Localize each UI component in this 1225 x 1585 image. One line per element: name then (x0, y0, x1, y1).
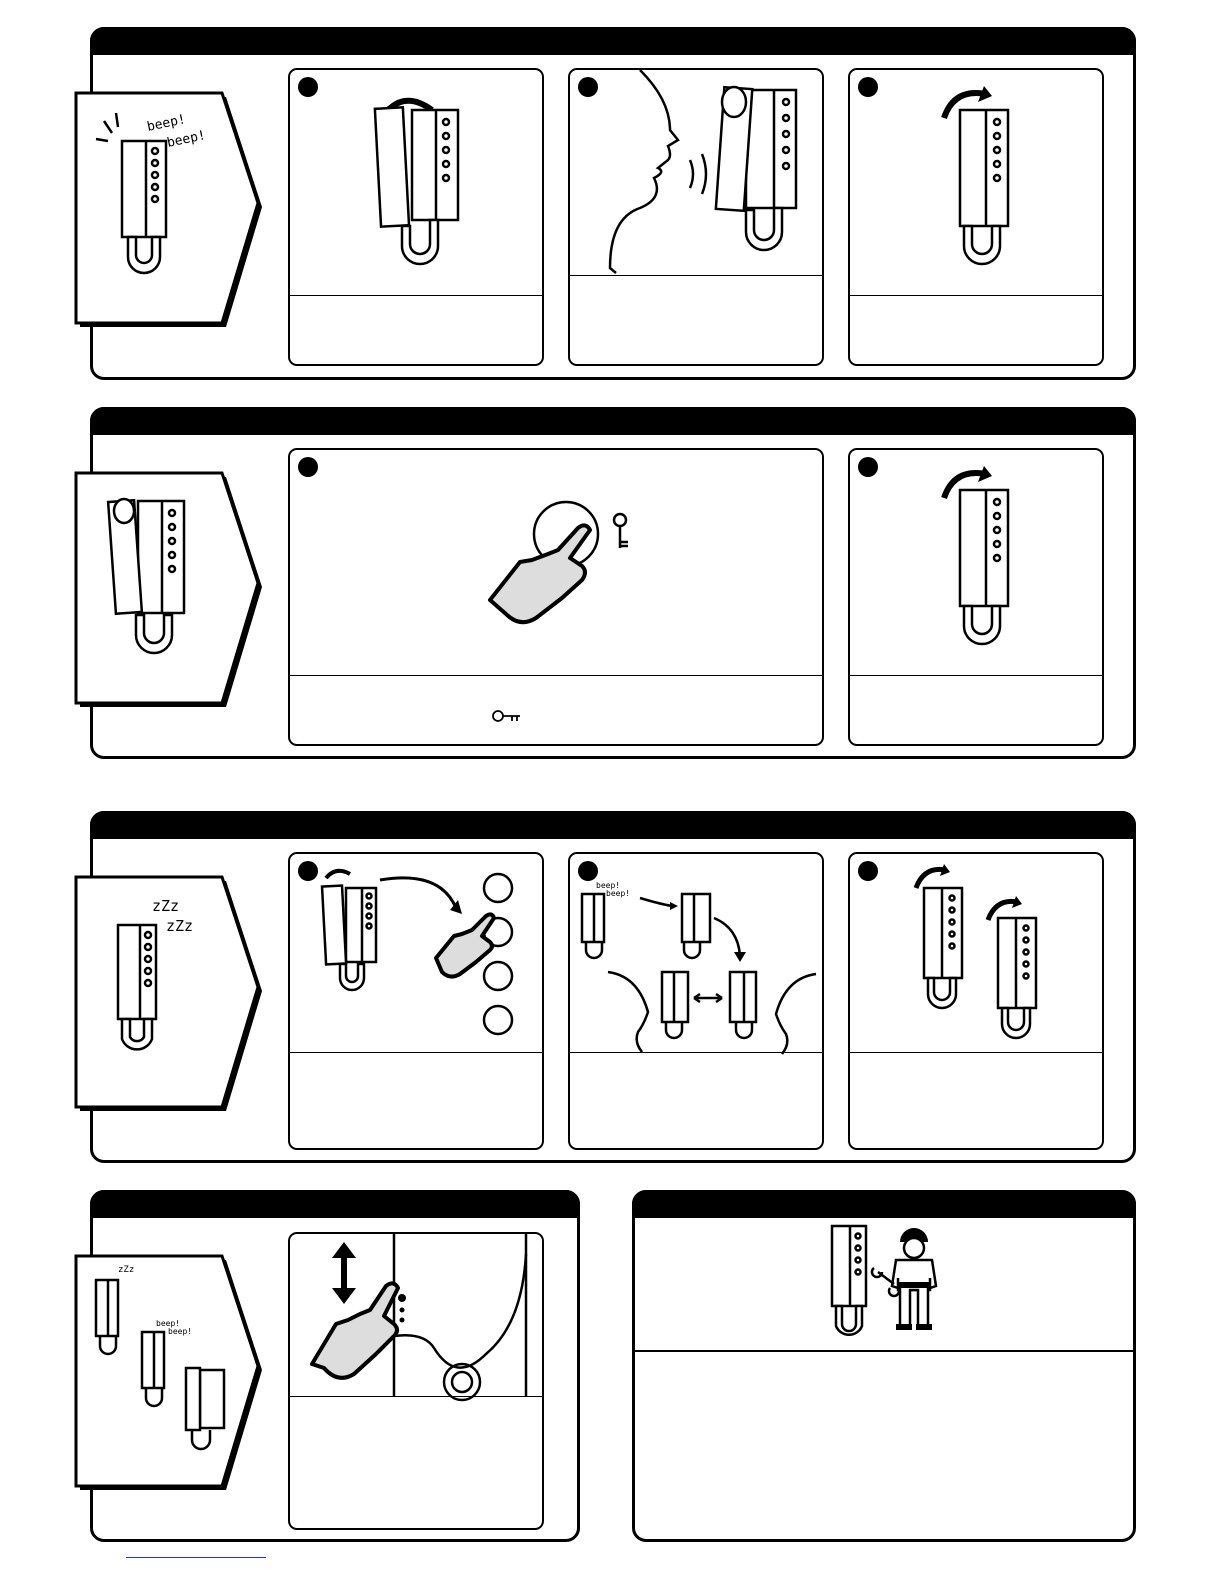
step-card-intercom-3 (848, 852, 1104, 1150)
step-number-door-2 (858, 457, 878, 477)
key-symbol-icon (490, 708, 530, 724)
step-card-2 (568, 68, 824, 366)
section-answer-call-tab (76, 93, 266, 333)
step-card-door-2 (848, 448, 1104, 746)
service-card-divider (632, 1350, 1136, 1352)
tab-sound-2: beep! (165, 128, 208, 151)
intercom-sound-1: beep! (596, 881, 621, 890)
hang-up-icon (930, 458, 1050, 658)
tab-snore-2: zZz (166, 917, 194, 935)
technician-icon (828, 1224, 948, 1346)
volume-beep-1: beep! (156, 1319, 181, 1328)
section-intercom-call-tab (76, 877, 266, 1117)
step-number-1 (298, 77, 318, 97)
section-volume-adjust-tab (76, 1256, 266, 1496)
intercom-sound-2: beep! (606, 889, 631, 898)
footer-link-underline[interactable] (126, 1557, 266, 1558)
step-card-door-1 (288, 448, 824, 746)
dial-button-icon (290, 854, 542, 1052)
volume-beep-2: beep! (168, 1327, 193, 1336)
section-open-door-header (90, 407, 1136, 435)
step-number-door-1 (298, 457, 318, 477)
tab-sound-1: beep! (145, 112, 188, 135)
volume-snore: zZz (118, 1265, 135, 1275)
door-release-button-icon (470, 490, 650, 640)
tab-snore-1: zZz (152, 897, 180, 915)
lift-handset-icon (370, 78, 500, 278)
step-number-3 (858, 77, 878, 97)
section-open-door-tab (76, 473, 266, 713)
section-volume-adjust-header (90, 1190, 580, 1218)
step-card-intercom-2 (568, 852, 824, 1150)
step-card-3 (848, 68, 1104, 366)
section-intercom-call-header (90, 811, 1136, 839)
volume-control-card (288, 1232, 544, 1530)
section-answer-call-header (90, 27, 1136, 55)
hang-up-both-icon (850, 854, 1102, 1052)
volume-slider-icon (290, 1234, 542, 1396)
intercom-talk-icon (570, 854, 822, 1052)
step-card-intercom-1 (288, 852, 544, 1150)
hang-up-icon (930, 78, 1050, 278)
section-service-header (632, 1190, 1136, 1218)
step-card-1 (288, 68, 544, 366)
speak-icon (570, 70, 822, 275)
